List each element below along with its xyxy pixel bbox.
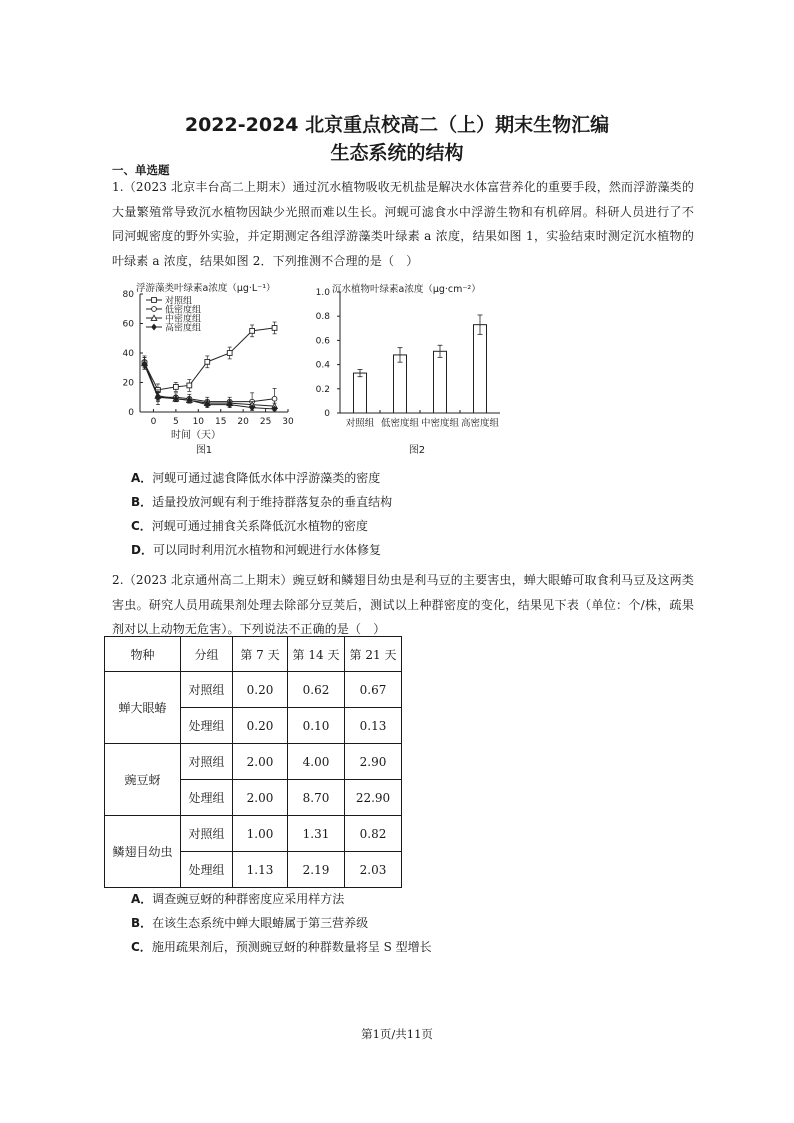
- figure-2-bar-chart: [310, 280, 510, 458]
- table-cell: 2.03: [345, 852, 402, 888]
- table-cell: 1.31: [288, 816, 345, 852]
- legend-marker: [152, 298, 157, 303]
- table-cell: 处理组: [181, 780, 233, 816]
- page-footer: 第1页/共11页: [361, 1027, 433, 1041]
- x-tick-label: 30: [282, 417, 294, 427]
- y-tick-label: 0.8: [315, 312, 330, 323]
- table-header-cell: 第 14 天: [288, 637, 345, 672]
- table-header-cell: 第 7 天: [233, 637, 288, 672]
- y-tick-label: 20: [122, 378, 134, 389]
- y-tick-label: 60: [122, 319, 134, 330]
- x-tick-label: 15: [215, 417, 227, 427]
- x-tick-label: 25: [259, 417, 272, 427]
- table-cell: 4.00: [288, 744, 345, 780]
- figure-1-caption: 图1: [195, 445, 213, 456]
- table-cell: 8.70: [288, 780, 345, 816]
- table-cell: 2.00: [233, 780, 288, 816]
- table-cell: 对照组: [181, 672, 233, 708]
- table-cell: 处理组: [181, 708, 233, 744]
- legend-label: 中密度组: [165, 314, 202, 325]
- data-point: [272, 326, 277, 331]
- legend-marker: [152, 307, 157, 312]
- table-cell: 22.90: [345, 780, 402, 816]
- series-line-1: [144, 362, 274, 402]
- data-point: [205, 359, 210, 364]
- bar: [474, 325, 487, 413]
- table-cell: 2.00: [233, 744, 288, 780]
- table-row: [105, 672, 402, 708]
- series-line-0: [144, 328, 274, 390]
- table-row: [105, 816, 402, 852]
- y-tick-label: 0.2: [315, 384, 330, 395]
- q1-option-b: B．适量投放河蚬有利于维持群落复杂的垂直结构: [131, 495, 393, 509]
- figure-2-bars: [354, 315, 487, 413]
- table-cell: 对照组: [181, 744, 233, 780]
- q1-option-d: D．可以同时利用沉水植物和河蚬进行水体修复: [131, 543, 381, 557]
- figure-1-xlabel: 时间（天）: [171, 430, 221, 441]
- q2-option-b: B．在该生态系统中蝉大眼蝽属于第三营养级: [131, 916, 369, 930]
- legend-label: 低密度组: [165, 305, 202, 316]
- figure-1-line-chart: [112, 280, 302, 458]
- table-cell: 0.62: [288, 672, 345, 708]
- series-line-2: [144, 363, 274, 406]
- document-subtitle: 生态系统的结构: [330, 142, 464, 164]
- figure-1-title: 浮游藻类叶绿素a浓度（μg·L⁻¹）: [136, 283, 276, 294]
- x-tick-label: 高密度组: [460, 418, 500, 429]
- x-tick-label: 20: [237, 417, 249, 427]
- bar: [354, 373, 367, 413]
- table-cell: 处理组: [181, 852, 233, 888]
- table-cell: 0.20: [233, 708, 288, 744]
- x-tick-label: 5: [173, 417, 179, 427]
- legend-label: 高密度组: [165, 323, 202, 334]
- document-title: 2022-2024 北京重点校高二（上）期末生物汇编: [184, 114, 610, 136]
- y-tick-label: 0.6: [315, 336, 330, 347]
- table-row: [105, 744, 402, 780]
- species-cell: 豌豆蚜: [105, 744, 181, 816]
- y-tick-label: 0: [128, 408, 134, 418]
- bar: [394, 355, 407, 413]
- legend-label: 对照组: [165, 296, 193, 307]
- data-point: [173, 385, 178, 390]
- figure-2-axes: [316, 288, 500, 429]
- y-tick-label: 80: [122, 290, 134, 300]
- figure-2-title: 沉水植物叶绿素a浓度（μg·cm⁻²）: [332, 284, 481, 295]
- q2-option-c: C．施用疏果剂后，预测豌豆蚜的种群数量将呈 S 型增长: [131, 940, 432, 954]
- q1-option-a: A．河蚬可通过滤食降低水体中浮游藻类的密度: [131, 471, 381, 485]
- table-cell: 0.82: [345, 816, 402, 852]
- table-cell: 0.13: [345, 708, 402, 744]
- y-tick-label: 0.4: [315, 360, 330, 371]
- table-cell: 0.20: [233, 672, 288, 708]
- data-point: [250, 328, 255, 333]
- table-cell: 2.90: [345, 744, 402, 780]
- table-header-cell: 分组: [181, 637, 233, 672]
- x-tick-label: 10: [192, 417, 205, 427]
- table-header-cell: 物种: [105, 637, 181, 672]
- table-cell: 1.13: [233, 852, 288, 888]
- bar: [434, 351, 447, 413]
- legend-marker: [152, 324, 157, 330]
- species-cell: 鳞翅目幼虫: [105, 816, 181, 888]
- table-cell: 2.19: [288, 852, 345, 888]
- table-cell: 对照组: [181, 816, 233, 852]
- section-heading: 一、单选题: [112, 163, 170, 177]
- x-tick-label: 低密度组: [380, 418, 420, 429]
- table-header-cell: 第 21 天: [345, 637, 402, 672]
- figure-1-legend: [146, 295, 201, 334]
- species-cell: 蝉大眼蝽: [105, 672, 181, 744]
- data-point: [227, 351, 232, 356]
- q2-option-a: A．调查豌豆蚜的种群密度应采用样方法: [131, 892, 345, 906]
- question-2-stem: 2.（2023 北京通州高二上期末）豌豆蚜和鳞翅目幼虫是利马豆的主要害虫，蝉大眼蝽可取食利马豆及这两类害虫。研究人员用疏果剂处理去除部分豆荚后，测试以上种群密度的变化，结果见下表（单位：个/株，疏果剂对以上动物无危害）。下列说法不正确的是（ ）: [112, 573, 694, 636]
- q1-option-c: C．河蚬可通过捕食关系降低沉水植物的密度: [131, 519, 368, 533]
- data-point: [272, 396, 277, 401]
- question-1-stem: 1.（2023 北京丰台高二上期末）通过沉水植物吸收无机盐是解决水体富营养化的重要手段，然而浮游藻类的大量繁殖常导致沉水植物因缺少光照而难以生长。河蚬可滤食水中浮游生物和有机碎屑。科研人员进行了不同河蚬密度的野外实验，并定期测定各组浮游藻类叶绿素 a 浓度，结果如图 1，实验结束时测定沉水植物的叶绿素 a 浓度，结果如图 2．下列推测不合理的是（ ）: [112, 180, 694, 268]
- population-density-table: [104, 636, 402, 888]
- data-point: [187, 383, 192, 388]
- table-cell: 0.67: [345, 672, 402, 708]
- table-cell: 1.00: [233, 816, 288, 852]
- y-tick-label: 40: [122, 349, 134, 359]
- table-header-row: [105, 637, 402, 672]
- y-tick-label: 1.0: [315, 288, 330, 298]
- figure-2-caption: 图2: [408, 445, 426, 456]
- x-tick-label: 0: [150, 417, 157, 427]
- x-tick-label: 中密度组: [420, 418, 460, 429]
- x-tick-label: 对照组: [345, 418, 375, 429]
- y-tick-label: 0: [324, 409, 330, 419]
- figure-1-series: [142, 322, 278, 412]
- table-cell: 0.10: [288, 708, 345, 744]
